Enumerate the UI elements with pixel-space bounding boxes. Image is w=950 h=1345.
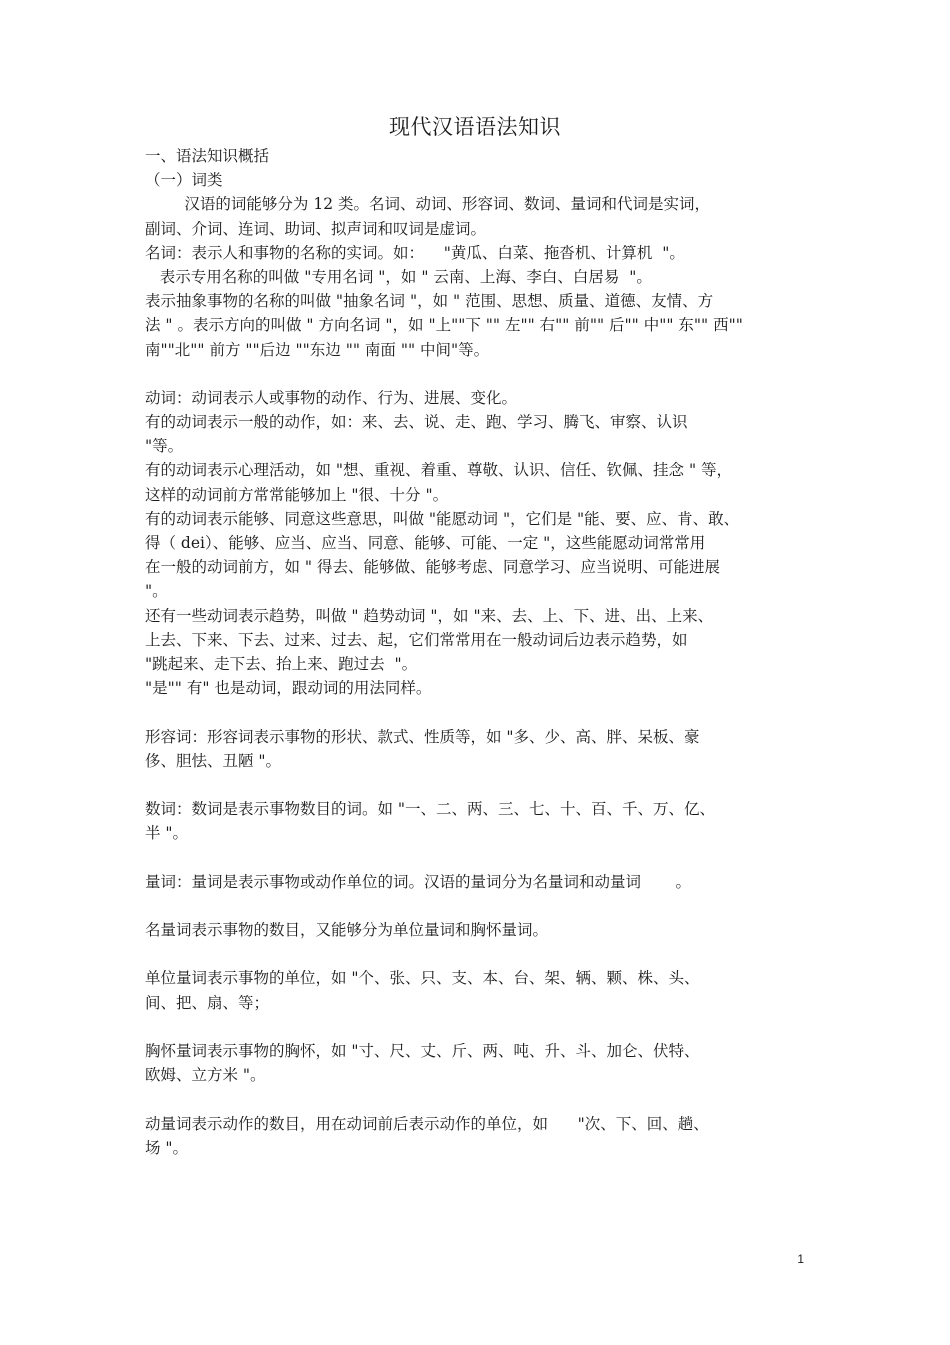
blank-line xyxy=(145,894,817,918)
text-line: "。 xyxy=(145,582,168,601)
blank-line xyxy=(145,845,817,869)
text-line: 表示专用名称的叫做 "专用名词 "，如 " 云南、上海、李白、白居易 "。 xyxy=(145,267,652,286)
text-line: 胸怀量词表示事物的胸怀，如 "寸、尺、丈、斤、两、吨、升、斗、加仑、伏特、 xyxy=(145,1041,700,1060)
page-number: 1 xyxy=(797,1252,804,1266)
text-line: （一）词类 xyxy=(145,171,223,190)
text-line: 动量词表示动作的数目，用在动词前后表示动作的单位，如 "次、下、回、趟、 xyxy=(145,1114,709,1133)
text-line: 汉语的词能够分为 12 类。名词、动词、形容词、数词、量词和代词是实词， xyxy=(145,195,710,214)
text-line: 欧姆、立方米 "。 xyxy=(145,1066,266,1085)
text-line: 名量词表示事物的数目，又能够分为单位量词和胸怀量词。 xyxy=(145,921,549,939)
blank-line xyxy=(145,1015,817,1039)
text-line: 还有一些动词表示趋势，叫做 " 趋势动词 "，如 "来、去、上、下、进、出、上来、 xyxy=(145,606,714,625)
text-line: 有的动词表示一般的动作，如：来、去、说、走、跑、学习、腾飞、审察、认识 xyxy=(145,413,688,432)
text-line: 间、把、扇、等； xyxy=(145,993,270,1012)
blank-line xyxy=(145,942,817,966)
blank-line xyxy=(145,773,817,797)
text-line: 侈、胆怯、丑陋 "。 xyxy=(145,751,282,770)
text-line: 形容词：形容词表示事物的形状、款式、性质等，如 "多、少、高、胖、呆板、豪 xyxy=(145,727,700,746)
text-line: 量词：量词是表示事物或动作单位的词。汉语的量词分为名量词和动量词 。 xyxy=(145,872,691,891)
text-line: 副词、介词、连词、助词、拟声词和叹词是虚词。 xyxy=(145,219,487,238)
text-line: 上去、下来、下去、过来、过去、起，它们常常用在一般动词后边表示趋势，如 xyxy=(145,630,688,649)
text-line: 动词：动词表示人或事物的动作、行为、进展、变化。 xyxy=(145,388,518,407)
page-title: 现代汉语语法知识 xyxy=(389,115,561,139)
blank-line xyxy=(145,362,817,386)
text-line: "跳起来、走下去、抬上来、跑过去 "。 xyxy=(145,654,418,673)
blank-line xyxy=(145,700,817,724)
text-line: 单位量词表示事物的单位，如 "个、张、只、支、本、台、架、辆、颗、株、头、 xyxy=(145,969,700,988)
text-line: 得（ dei）、能够、应当、应当、同意、能够、可能、一定 "，这些能愿动词常常用 xyxy=(145,534,706,552)
text-line: 有的动词表示心理活动，如 "想、重视、着重、尊敬、认识、信任、钦佩、挂念 " 等， xyxy=(145,461,733,480)
text-line: 南""北"" 前方 ""后边 ""东边 "" 南面 "" 中间"等。 xyxy=(145,340,490,359)
document-body xyxy=(145,144,817,1160)
text-line: 在一般的动词前方，如 " 得去、能够做、能够考虑、同意学习、应当说明、可能进展 xyxy=(145,558,720,577)
text-line: 一、语法知识概括 xyxy=(145,147,270,165)
text-line: "等。 xyxy=(145,437,184,456)
text-line: 数词：数词是表示事物数目的词。如 "一、二、两、三、七、十、百、千、万、亿、 xyxy=(145,800,716,819)
text-line: 法 " 。表示方向的叫做 " 方向名词 "，如 "上""下 "" 左"" 右"" 前"" 后"" 中"" 东"" 西"" xyxy=(145,316,743,335)
text-line: 表示抽象事物的名称的叫做 "抽象名词 "，如 " 范围、思想、质量、道德、友情、方 xyxy=(145,292,714,311)
text-line: 半 "。 xyxy=(145,824,189,843)
text-line: 这样的动词前方常常能够加上 "很、十分 "。 xyxy=(145,485,449,504)
blank-line xyxy=(145,1087,817,1111)
text-line: 有的动词表示能够、同意这些意思，叫做 "能愿动词 "，它们是 "能、要、应、肯、敢、 xyxy=(145,509,740,528)
text-line: 名词：表示人和事物的名称的实词。如： "黄瓜、白菜、拖沓机、计算机 "。 xyxy=(145,243,685,262)
text-line: 场 "。 xyxy=(145,1138,189,1157)
text-line: "是"" 有" 也是动词，跟动词的用法同样。 xyxy=(145,679,432,698)
